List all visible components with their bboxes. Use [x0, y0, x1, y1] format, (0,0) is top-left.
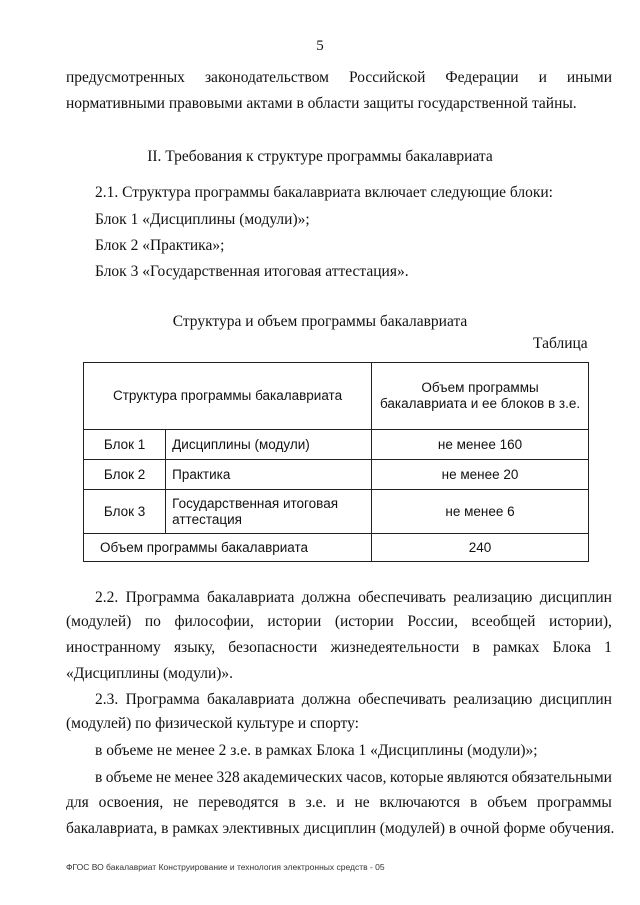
- table-header-row: [84, 363, 589, 430]
- word: языку,: [174, 639, 216, 656]
- cell-block: Блок 3: [84, 490, 166, 534]
- cell-name: Практика: [166, 460, 372, 490]
- cell-name: Государственная итоговая аттестация: [166, 490, 372, 534]
- word: часов,: [345, 769, 387, 786]
- word: законодательством: [204, 69, 329, 86]
- word: менее: [174, 769, 214, 786]
- p23-item-2-line-3: бакалавриата, в рамках элективных дисциплин (модулей) в очной форме обучения.: [66, 820, 615, 837]
- word: включаются: [379, 794, 461, 811]
- p21-lead: 2.1. Структура программы бакалавриата включает следующие блоки:: [95, 184, 553, 201]
- p23-item-2-line-2: [66, 793, 612, 813]
- word: бакалавриата: [206, 589, 295, 606]
- page-number: 5: [316, 38, 324, 54]
- table-total-row: [84, 534, 589, 562]
- word: в: [95, 769, 103, 786]
- p23-line-1: [95, 690, 612, 710]
- cell-volume: не менее 160: [372, 430, 589, 460]
- word: философии,: [174, 613, 254, 630]
- word: 2.2.: [95, 589, 119, 606]
- word: дисциплин: [539, 589, 612, 606]
- p23-line-2: (модулей) по физической культуре и спорту:: [66, 715, 359, 732]
- word: в: [288, 794, 296, 811]
- word: (истории: [334, 613, 394, 630]
- word: не: [354, 794, 370, 811]
- word: жизнедеятельности: [330, 639, 460, 656]
- word: по: [144, 613, 161, 630]
- word: обязательными: [511, 769, 612, 786]
- word: России,: [407, 613, 458, 630]
- word: истории),: [549, 613, 612, 630]
- word: Программа: [125, 589, 200, 606]
- intro-line-1: [66, 68, 612, 88]
- word: объем: [487, 794, 528, 811]
- word: в: [472, 639, 480, 656]
- cell-total-value: 240: [372, 534, 589, 562]
- word: являются: [446, 769, 509, 786]
- p21-block-2: Блок 2 «Практика»;: [95, 237, 225, 254]
- word: бакалавриата: [206, 691, 295, 708]
- section-title: II. Требования к структуре программы бакалавриата: [147, 148, 493, 165]
- word: рамках: [493, 639, 540, 656]
- word: в: [469, 794, 478, 811]
- cell-block: Блок 1: [84, 430, 166, 460]
- word: не: [173, 794, 189, 811]
- cell-block: Блок 2: [84, 460, 166, 490]
- word: реализацию: [453, 589, 533, 606]
- intro-line-2: нормативными правовыми актами в области защиты государственной тайны.: [66, 95, 577, 112]
- header-volume: Объем программы бакалавриата и ее блоков в з.е.: [372, 363, 589, 430]
- word: безопасности: [228, 639, 318, 656]
- word: Блока: [552, 639, 591, 656]
- word: иными: [566, 69, 612, 86]
- word: освоения,: [98, 794, 164, 811]
- header-structure: Структура программы бакалавриата: [84, 363, 372, 430]
- word: предусмотренных: [66, 69, 185, 86]
- page-footer: ФГОС ВО бакалавриат Конструирование и технология электронных средств - 05: [66, 862, 385, 872]
- word: Программа: [125, 691, 200, 708]
- table-title: Структура и объем программы бакалавриата: [172, 313, 468, 330]
- word: з.е.: [305, 794, 327, 811]
- word: всеобщей: [471, 613, 536, 630]
- word: которые: [389, 769, 444, 786]
- word: обеспечивать: [358, 589, 446, 606]
- word: обеспечивать: [358, 691, 446, 708]
- word: переводятся: [198, 794, 279, 811]
- word: 1: [604, 639, 612, 656]
- word: реализацию: [453, 691, 533, 708]
- word: не: [155, 769, 172, 786]
- word: 2.3.: [95, 691, 119, 708]
- cell-total-label: Объем программы бакалавриата: [84, 534, 372, 562]
- word: иностранному: [66, 639, 161, 656]
- p22-line-3: [66, 638, 612, 658]
- p22-line-1: [95, 588, 612, 608]
- word: академических: [243, 769, 343, 786]
- word: дисциплин: [539, 691, 612, 708]
- p21-block-3: Блок 3 «Государственная итоговая аттестация».: [95, 263, 409, 280]
- p23-item-1: в объеме не менее 2 з.е. в рамках Блока 1 «Дисциплины (модули)»;: [95, 742, 538, 759]
- structure-table: [83, 362, 589, 562]
- cell-volume: не менее 20: [372, 460, 589, 490]
- cell-name: Дисциплины (модули): [166, 430, 372, 460]
- table-label: Таблица: [533, 335, 588, 352]
- p22-line-2: [66, 612, 612, 632]
- table-row: [84, 490, 589, 534]
- table-row: [84, 430, 589, 460]
- word: 328: [216, 769, 240, 786]
- word: и: [336, 794, 345, 811]
- word: Федерации: [445, 69, 519, 86]
- cell-volume: не менее 6: [372, 490, 589, 534]
- p21-block-1: Блок 1 «Дисциплины (модули)»;: [95, 211, 310, 228]
- word: (модулей): [66, 613, 132, 630]
- word: и: [538, 69, 547, 86]
- word: объеме: [105, 769, 153, 786]
- p22-line-4: «Дисциплины (модули)».: [66, 665, 234, 682]
- word: программы: [537, 794, 612, 811]
- table-row: [84, 460, 589, 490]
- p23-item-2-line-1: [95, 768, 612, 788]
- word: для: [66, 794, 89, 811]
- word: должна: [301, 589, 351, 606]
- word: Российской: [348, 69, 426, 86]
- word: должна: [301, 691, 351, 708]
- word: истории: [267, 613, 322, 630]
